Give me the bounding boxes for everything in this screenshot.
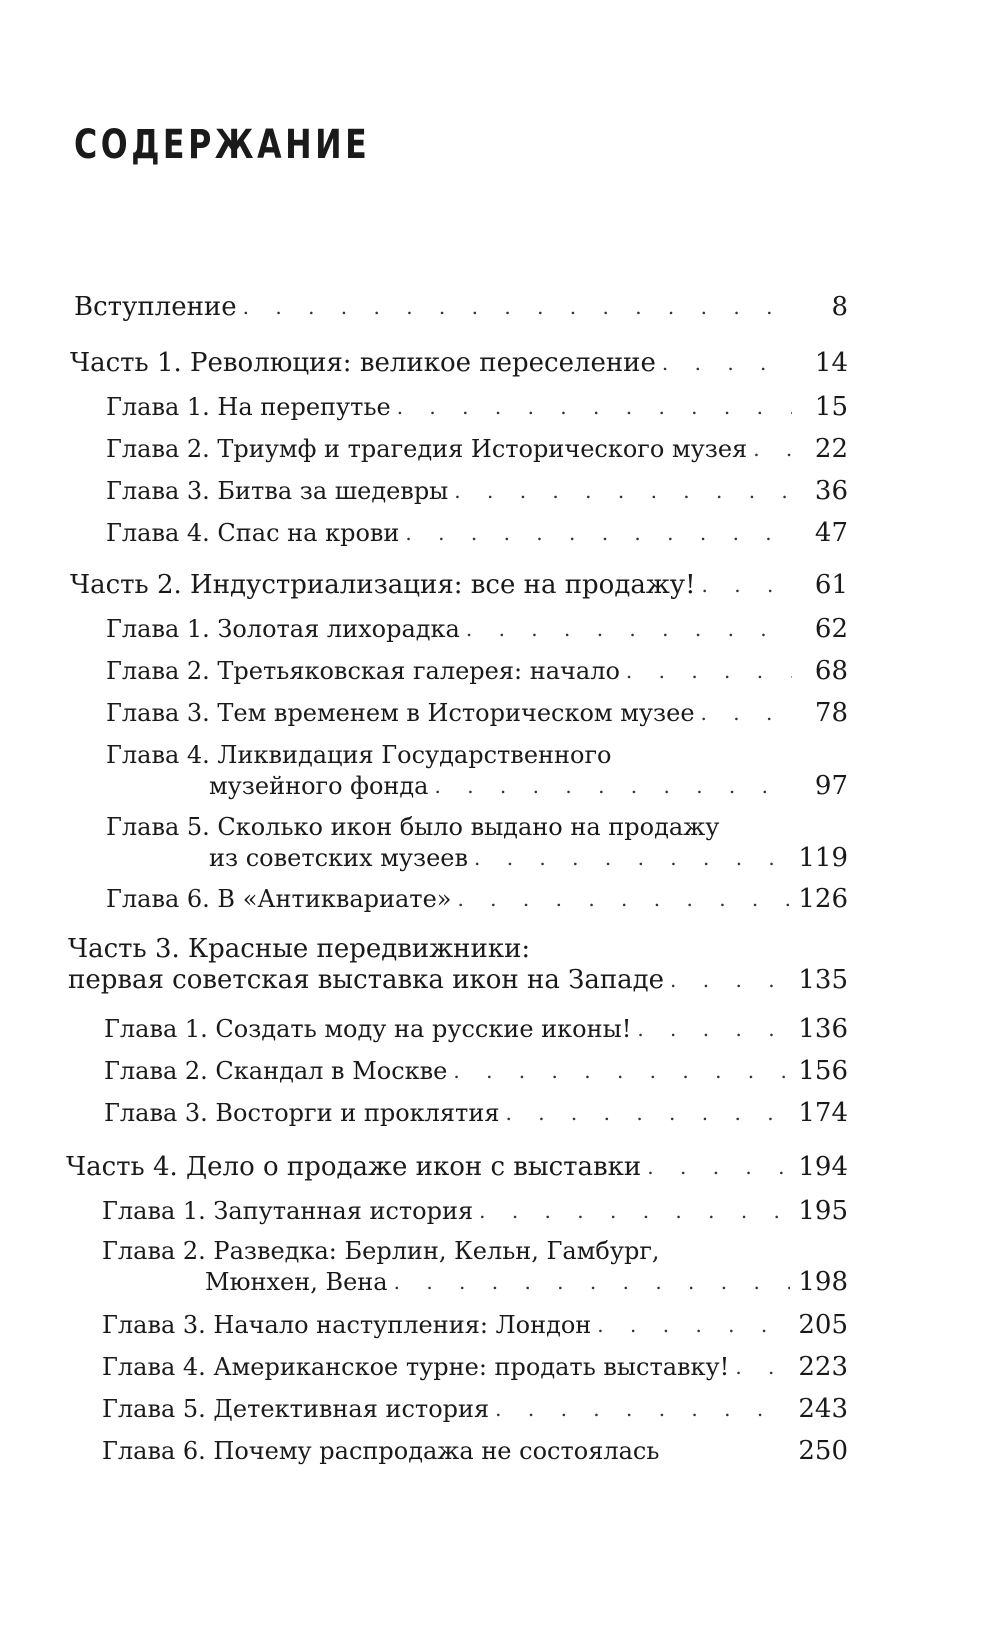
toc-entry-label: Часть 2. Индустриализация: все на продажу! bbox=[70, 570, 696, 600]
toc-page-number: 205 bbox=[798, 1310, 848, 1340]
toc-page-number: 156 bbox=[798, 1056, 848, 1086]
toc-entry-label: Глава 6. В «Антиквариате» bbox=[106, 885, 452, 913]
toc-entry-label: Вступление bbox=[74, 292, 237, 322]
toc-entry-label: Глава 1. Запутанная история bbox=[102, 1197, 474, 1225]
toc-entry-label: Глава 1. Золотая лихорадка bbox=[106, 615, 460, 643]
toc-entry-label: Глава 4. Американское турне: продать выставку! bbox=[102, 1353, 730, 1381]
leader-dots bbox=[702, 570, 792, 601]
leader-dots bbox=[394, 1267, 791, 1298]
toc-entry-label: Часть 4. Дело о продаже икон с выставки bbox=[66, 1152, 642, 1182]
toc-page-number: 22 bbox=[814, 434, 848, 464]
leader-dots bbox=[479, 1196, 790, 1227]
toc-entry-chapter[interactable] bbox=[102, 1236, 848, 1298]
toc-entry-part-1[interactable] bbox=[70, 348, 848, 379]
toc-entry-label: Часть 1. Революция: великое переселение bbox=[70, 348, 656, 378]
toc-page-number: 47 bbox=[814, 518, 848, 548]
toc-page-number: 136 bbox=[798, 1014, 848, 1044]
toc-entry-chapter[interactable] bbox=[106, 614, 848, 645]
toc-entry-label-line-1: Глава 4. Ликвидация Государственного bbox=[106, 741, 612, 769]
leader-dots bbox=[735, 1352, 790, 1383]
leader-dots bbox=[647, 1152, 790, 1183]
toc-entry-chapter[interactable] bbox=[104, 1098, 848, 1129]
toc-entry-label-line-2: из советских музеев bbox=[209, 844, 468, 872]
toc-page-number: 97 bbox=[814, 771, 848, 801]
toc-entry-chapter[interactable] bbox=[106, 740, 848, 802]
toc-page-number: 126 bbox=[798, 884, 848, 914]
toc-entry-chapter[interactable] bbox=[104, 1056, 848, 1087]
page-title: СОДЕРЖАНИЕ bbox=[74, 122, 371, 168]
toc-page-number: 194 bbox=[798, 1152, 848, 1182]
toc-entry-label: Глава 2. Третьяковская галерея: начало bbox=[106, 657, 620, 685]
toc-page-number: 119 bbox=[798, 843, 848, 873]
leader-dots bbox=[626, 656, 792, 687]
toc-entry-label: Глава 4. Спас на крови bbox=[106, 519, 400, 547]
leader-dots bbox=[597, 1310, 790, 1341]
leader-dots bbox=[243, 292, 792, 323]
toc-entry-chapter[interactable] bbox=[106, 476, 848, 507]
toc-entry-label: Глава 1. Создать моду на русские иконы! bbox=[104, 1015, 632, 1043]
toc-page-number: 250 bbox=[798, 1436, 848, 1466]
toc-page-number: 61 bbox=[814, 570, 848, 600]
toc-page-number: 8 bbox=[831, 292, 848, 322]
toc-entry-label-line-1: Глава 2. Разведка: Берлин, Кельн, Гамбург, bbox=[102, 1237, 660, 1265]
toc-entry-label: Глава 2. Триумф и трагедия Исторического музея bbox=[106, 435, 748, 463]
toc-entry-label-line-2: Мюнхен, Вена bbox=[205, 1268, 388, 1296]
toc-entry-label: Глава 3. Восторги и проклятия bbox=[104, 1099, 500, 1127]
toc-entry-chapter[interactable] bbox=[104, 1014, 848, 1045]
toc-entry-part-3[interactable] bbox=[68, 934, 848, 996]
toc-entry-label: Глава 6. Почему распродажа не состоялась bbox=[102, 1437, 660, 1465]
leader-dots bbox=[505, 1098, 790, 1129]
toc-entry-chapter[interactable] bbox=[106, 884, 848, 915]
leader-dots bbox=[454, 476, 792, 507]
toc-entry-label-line-1: Глава 5. Сколько икон было выдано на продажу bbox=[106, 813, 720, 841]
toc-entry-chapter[interactable] bbox=[102, 1196, 848, 1227]
toc-entry-chapter[interactable] bbox=[106, 698, 848, 729]
toc-entry-label: Глава 3. Битва за шедевры bbox=[106, 477, 449, 505]
toc-entry-chapter[interactable] bbox=[106, 656, 848, 687]
leader-dots bbox=[495, 1394, 790, 1425]
toc-page-number: 78 bbox=[814, 698, 848, 728]
toc-entry-chapter[interactable] bbox=[102, 1352, 848, 1383]
toc-entry-label: Глава 2. Скандал в Москве bbox=[104, 1057, 448, 1085]
toc-page-number: 198 bbox=[798, 1267, 848, 1297]
leader-dots bbox=[405, 518, 792, 549]
leader-dots bbox=[474, 843, 790, 874]
toc-page-number: 14 bbox=[814, 348, 848, 378]
toc-entry-chapter[interactable] bbox=[106, 518, 848, 549]
toc-page-number: 62 bbox=[814, 614, 848, 644]
leader-dots bbox=[637, 1014, 790, 1045]
toc-entry-part-4[interactable] bbox=[66, 1152, 848, 1183]
toc-entry-chapter[interactable] bbox=[106, 392, 848, 423]
toc-entry-label-line-2: первая советская выставка икон на Западе bbox=[68, 965, 665, 995]
toc-page-number: 243 bbox=[798, 1394, 848, 1424]
toc-page-number: 15 bbox=[814, 392, 848, 422]
toc-entry-label: Глава 1. На перепутье bbox=[106, 393, 391, 421]
leader-dots bbox=[662, 348, 792, 379]
toc-page-number: 174 bbox=[798, 1098, 848, 1128]
toc-page-number: 135 bbox=[798, 965, 848, 995]
leader-dots bbox=[753, 434, 792, 465]
toc-entry-part-2[interactable] bbox=[70, 570, 848, 601]
toc-entry-intro[interactable] bbox=[74, 292, 848, 323]
toc-entry-chapter[interactable] bbox=[102, 1310, 848, 1341]
toc-entry-label: Глава 3. Начало наступления: Лондон bbox=[102, 1311, 592, 1339]
leader-dots bbox=[453, 1056, 790, 1087]
leader-dots bbox=[466, 614, 792, 645]
toc-entry-chapter[interactable] bbox=[102, 1394, 848, 1425]
toc-page-number: 36 bbox=[814, 476, 848, 506]
toc-entry-label: Глава 3. Тем временем в Историческом музее bbox=[106, 699, 695, 727]
toc-page-number: 195 bbox=[798, 1196, 848, 1226]
leader-dots bbox=[435, 771, 793, 802]
toc-entry-chapter[interactable] bbox=[102, 1436, 848, 1467]
toc-entry-chapter[interactable] bbox=[106, 812, 848, 874]
toc-entry-label-line-2: музейного фонда bbox=[209, 772, 429, 800]
leader-dots bbox=[457, 884, 790, 915]
toc-page-number: 68 bbox=[814, 656, 848, 686]
leader-dots bbox=[670, 965, 790, 996]
toc-entry-chapter[interactable] bbox=[106, 434, 848, 465]
toc-entry-label: Глава 5. Детективная история bbox=[102, 1395, 490, 1423]
leader-dots bbox=[397, 392, 792, 423]
toc-entry-label-line-1: Часть 3. Красные передвижники: bbox=[68, 934, 531, 964]
toc-page-number: 223 bbox=[798, 1352, 848, 1382]
leader-dots bbox=[701, 698, 792, 729]
